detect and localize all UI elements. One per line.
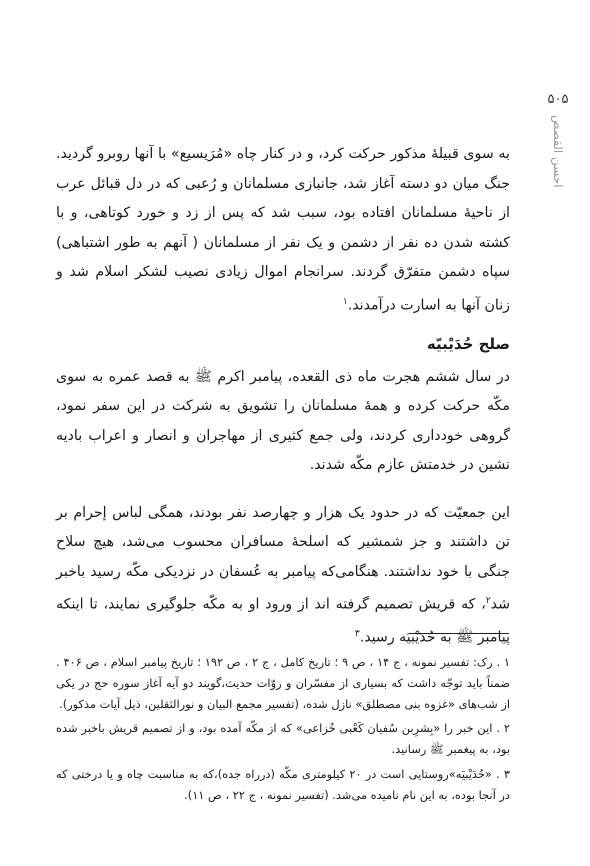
footnote-ref-1: ۱	[342, 296, 348, 307]
footnote-ref-2: ۲	[485, 596, 491, 607]
paragraph-2: در سال ششم هجرت ماه ذی القعده، پیامبر اکرم ﷺ به قصد عمره به سوی مکّه حرکت کرده و همهٔ مسلمانان را تشویق به شرکت در این سفر نمود، گروهی خودداری کردند، ولی جمع کثیری از مهاجران و انصار و اعراب بادیه نشین در خدمتش عازم مکّه شدند.	[56, 368, 510, 474]
paragraph-1-text: به سوی قبیلهٔ مذکور حرکت کرد، و در کنار چاه «مُرَیسیع» با آنها روبرو گردید. جنگ میان دو دسته آغاز شد، جانبازی مسلمانان و رُعبی که در دل قبائل عرب از ناحیهٔ مسلمانان افتاده بود، سبب شد که پس از زد و خورد کوتاهی، و با کشته شدن ده نفر از دشمن و یک نفر از مسلمانان ( آنهم به طور اشتباهی) سپاه دشمن متفرّق گردند. سرانجام اموال زیادی نصیب لشکر اسلام شد و زنان آنها به اسارت درآمدند.	[56, 146, 510, 314]
footnote-2: ۲ . این خبر را «بِشرِبن سُفیان کَعْبی خُزاعی» که از مکّه آمده بود، و از تصمیم قریش باخبر شده بود، به پیغمبر ﷺ رسانید.	[56, 721, 510, 757]
footnote-1: ۱ . رک: تفسیر نمونه ، ج ۱۴ ، ص ۹ ؛ تاریخ کامل ، ج ۲ ، ص ۱۹۲ ؛ تاریخ پیامبر اسلام ، ص ۴۰۶ . ضمناً باید توجّه داشت که بسیاری از مفسّران و روّات حدیث،گویند دو آیه آغاز سوره حج در یکی از شب‌های «غزوه بنی مصطلق» نازل شده، (تفسیر مجمع البیان و نورالثقلین، ذیل آیات مذکور).	[56, 655, 511, 711]
main-text	[56, 140, 510, 654]
footnote-divider	[409, 633, 509, 634]
paragraph-3-text-b: ، که قریش تصمیم گرفته اند از ورود او به مکّه جلوگیری نمایند، تا اینکه پیامبر ﷺ به حُدَیْبیَه رسید.	[56, 596, 510, 647]
paragraph-3-text-a: این جمعیّت که در حدود یک هزار و چهارصد نفر بودند، همگی لباس إحرام بر تن داشتند و جز شمشیر که اسلحهٔ مسافران محسوب می‌شد، هیچ سلاح جنگی با خود نداشتند. هنگامی‌که پیامبر به عُسفان در نزدیکی مکّه رسید باخبر شد	[56, 504, 510, 613]
paragraph-1	[56, 140, 510, 321]
running-title: احسن القصص	[551, 115, 565, 188]
page-margin	[540, 92, 576, 188]
paragraph-3	[56, 499, 510, 654]
footnote-3: ۳ . «حُدَیْبیَه»روستایی است در ۲۰ کیلومتری مکّه (درراه جده)،که به مناسبت چاه و یا درختی که در آنجا بوده، به این نام نامیده می‌شد. (تفسیر نمونه ، ج ۲۲ ، ص ۱۱).	[56, 766, 510, 802]
footnotes	[56, 652, 510, 810]
page-number: ۵۰۵	[547, 92, 569, 107]
section-heading: صلح حُدَیْبیّه	[426, 334, 510, 353]
footnote-ref-3: ۳	[354, 629, 360, 640]
